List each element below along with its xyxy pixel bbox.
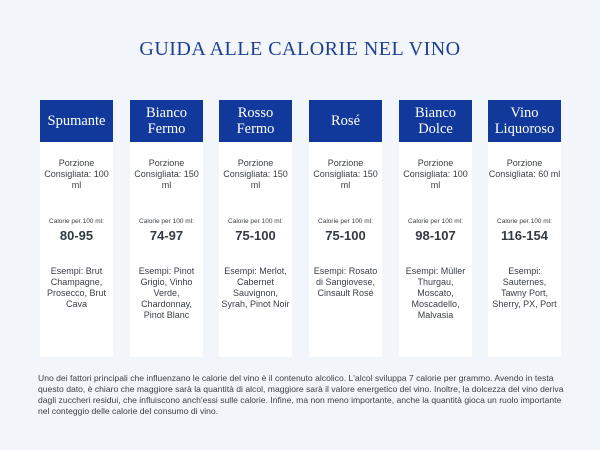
page-title: GUIDA ALLE CALORIE NEL VINO [139, 38, 461, 60]
wine-card-rosso-fermo [219, 100, 292, 357]
card-title: Spumante [40, 100, 113, 142]
card-calorie-label: Calorie per 100 ml: [318, 218, 373, 225]
wine-card-bianco-dolce [399, 100, 472, 357]
card-title: Rosso Fermo [219, 100, 292, 142]
card-calorie-label: Calorie per 100 ml: [49, 218, 104, 225]
card-portion: Porzione Consigliata: 100 ml [44, 158, 109, 190]
card-portion: Porzione Consigliata: 60 ml [488, 158, 561, 179]
card-portion: Porzione Consigliata: 150 ml [313, 158, 378, 190]
card-calorie-value: 80-95 [59, 228, 94, 243]
wine-card-bianco-fermo [130, 100, 203, 357]
card-examples: Esempi: Merlot, Cabernet Sauvignon, Syrah, Pinot Noir [221, 266, 290, 309]
card-calorie-value: 75-100 [235, 228, 276, 243]
card-calorie-value: 116-154 [501, 228, 548, 243]
card-portion: Porzione Consigliata: 100 ml [403, 158, 468, 190]
card-title: Bianco Dolce [399, 100, 472, 142]
wine-card-vino-liquoroso [488, 100, 561, 357]
card-examples: Esempi: Müller Thurgau, Moscato, Moscadello, Malvasia [405, 266, 466, 320]
card-examples: Esempi: Brut Champagne, Prosecco, Brut Cava [46, 266, 107, 309]
card-examples: Esempi: Sauternes, Tawny Port, Sherry, PX, Port [492, 266, 557, 309]
card-calorie-label: Calorie per 100 ml: [228, 218, 283, 225]
card-calorie-value: 98-107 [415, 228, 456, 243]
card-examples: Esempi: Rosato di Sangiovese, Cinsault Rosé [313, 266, 378, 298]
card-portion: Porzione Consigliata: 150 ml [134, 158, 199, 190]
wine-cards [40, 100, 564, 357]
card-calorie-value: 74-97 [149, 228, 184, 243]
card-calorie-label: Calorie per 100 ml: [408, 218, 463, 225]
card-title: Rosé [309, 100, 382, 142]
card-calorie-value: 75-100 [325, 228, 366, 243]
card-portion: Porzione Consigliata: 150 ml [223, 158, 288, 190]
card-calorie-label: Calorie per 100 ml: [497, 218, 552, 225]
card-calorie-label: Calorie per 100 ml: [139, 218, 194, 225]
footer-paragraph: Uno dei fattori principali che influenzano le calorie del vino è il contenuto alcolico. L'alcol sviluppa 7 calorie per grammo. Avendo in testa questo dato, è chiaro che maggiore sarà la quantità di alcol, maggiore sarà il valore energetico del vino. Inoltre, la dolcezza del vino deriva dagli zuccheri residui, che influiscono anch'essi sulle calorie. Infine, ma non meno importante, anche la quantità gioca un ruolo importante nel conteggio delle calorie del consumo di vino. [38, 373, 564, 416]
wine-card-spumante [40, 100, 113, 357]
wine-card-rose [309, 100, 382, 357]
card-title: Vino Liquoroso [488, 100, 561, 142]
card-title: Bianco Fermo [130, 100, 203, 142]
card-examples: Esempi: Pinot Grigio, Vinho Verde, Chardonnay, Pinot Blanc [138, 266, 195, 320]
